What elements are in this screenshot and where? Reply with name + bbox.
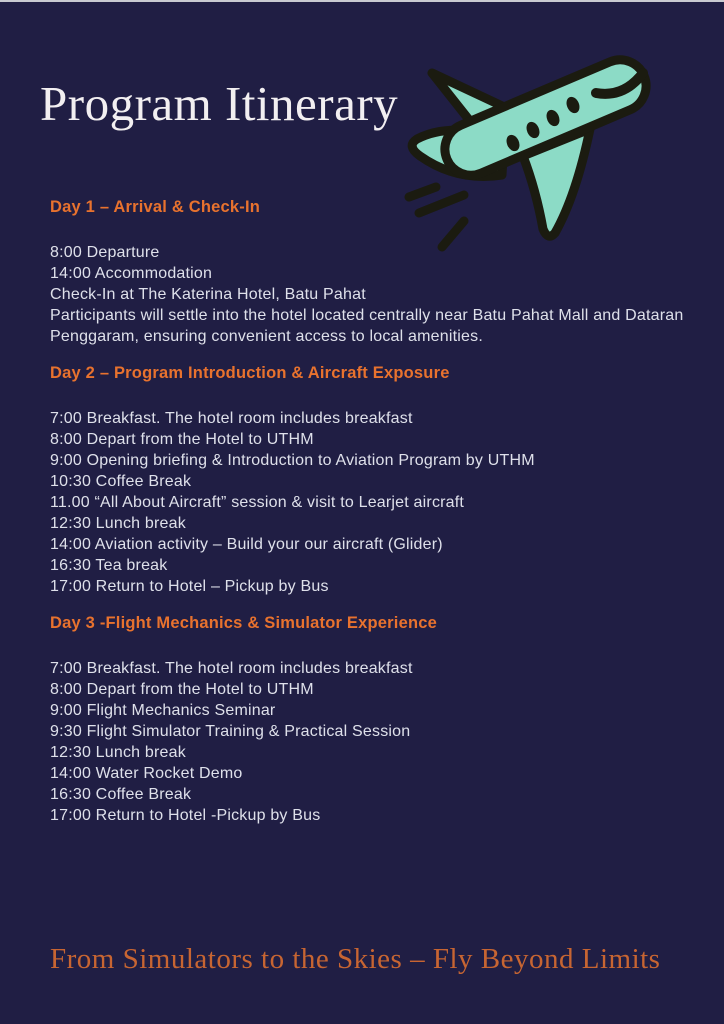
schedule-line: 14:00 Aviation activity – Build your our aircraft (Glider): [50, 536, 443, 553]
schedule-line: 9:00 Opening briefing & Introduction to Aviation Program by UTHM: [50, 452, 535, 469]
day-section-1: [50, 197, 695, 347]
schedule-line: 9:00 Flight Mechanics Seminar: [50, 702, 276, 719]
page-top-edge: [0, 0, 724, 2]
schedule-line: Participants will settle into the hotel located centrally near Batu Pahat Mall and Dataran Penggaram, ensuring convenient access to local amenities.: [50, 307, 684, 345]
schedule-line: 8:00 Departure: [50, 244, 160, 261]
day-heading: Day 2 – Program Introduction & Aircraft Exposure: [50, 364, 450, 382]
page-title: Program Itinerary: [40, 76, 399, 131]
schedule-line: 16:30 Coffee Break: [50, 786, 192, 803]
schedule-line: Check-In at The Katerina Hotel, Batu Pahat: [50, 286, 366, 303]
schedule-line: 14:00 Water Rocket Demo: [50, 765, 243, 782]
schedule-line: 11.00 “All About Aircraft” session & visit to Learjet aircraft: [50, 494, 465, 511]
day-schedule: [50, 408, 695, 597]
schedule-line: 8:00 Depart from the Hotel to UTHM: [50, 681, 314, 698]
schedule-line: 7:00 Breakfast. The hotel room includes breakfast: [50, 660, 413, 677]
day-section-3: [50, 613, 695, 826]
schedule-line: 17:00 Return to Hotel – Pickup by Bus: [50, 578, 329, 595]
schedule-line: 7:00 Breakfast. The hotel room includes breakfast: [50, 410, 413, 427]
day-schedule: [50, 658, 695, 826]
day-heading: Day 1 – Arrival & Check-In: [50, 198, 261, 216]
schedule-line: 16:30 Tea break: [50, 557, 168, 574]
footer-tagline: From Simulators to the Skies – Fly Beyond Limits: [50, 943, 661, 975]
day-section-2: [50, 363, 695, 597]
schedule-line: 17:00 Return to Hotel -Pickup by Bus: [50, 807, 321, 824]
itinerary-sections: [50, 197, 695, 826]
schedule-line: 12:30 Lunch break: [50, 744, 186, 761]
schedule-line: 9:30 Flight Simulator Training & Practical Session: [50, 723, 411, 740]
day-schedule: [50, 242, 695, 347]
schedule-line: 10:30 Coffee Break: [50, 473, 192, 490]
schedule-line: 12:30 Lunch break: [50, 515, 186, 532]
schedule-line: 8:00 Depart from the Hotel to UTHM: [50, 431, 314, 448]
schedule-line: 14:00 Accommodation: [50, 265, 213, 282]
day-heading: Day 3 -Flight Mechanics & Simulator Experience: [50, 614, 437, 632]
